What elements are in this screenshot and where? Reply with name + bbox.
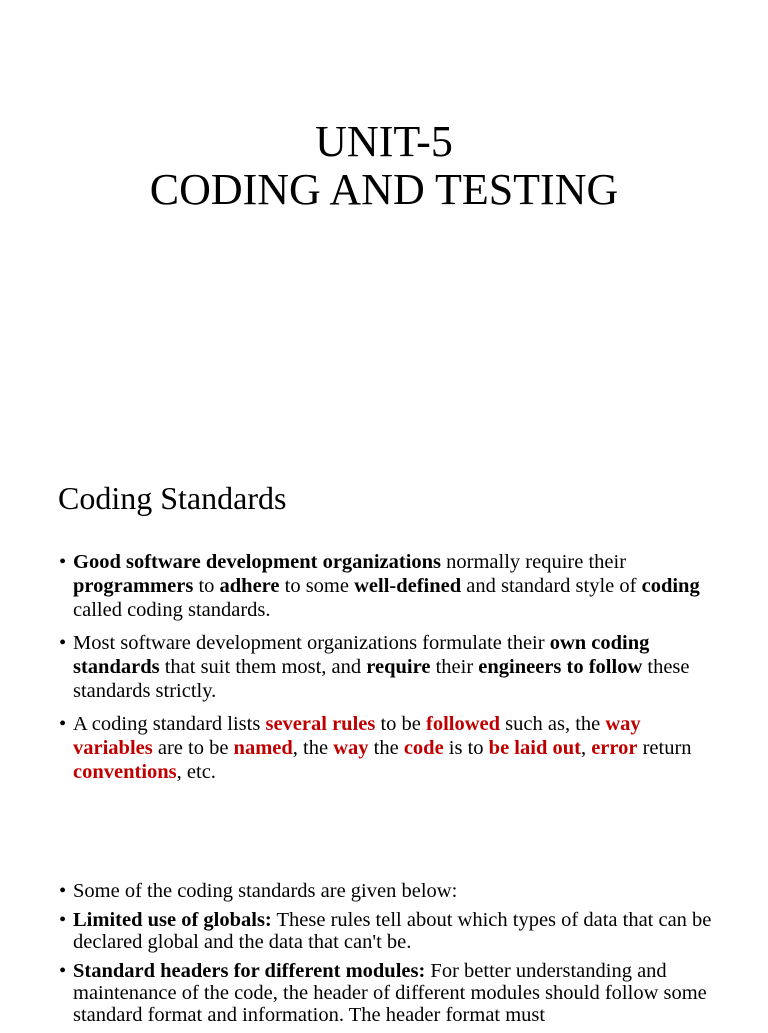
bold-text: well-defined xyxy=(354,575,462,597)
body-text: These rules tell about which types of data that can be declared global and the data that can't be. xyxy=(73,909,712,953)
bold-text: adhere xyxy=(219,575,280,597)
bullet-marker: • xyxy=(59,960,67,982)
body-text: and standard style of xyxy=(461,575,642,597)
slide-title xyxy=(0,118,768,214)
bullet-list-standards xyxy=(58,880,718,1033)
body-text: called coding standards. xyxy=(73,599,271,621)
emphasis-text: be laid out xyxy=(488,737,581,759)
bold-text: programmers xyxy=(73,575,194,597)
body-text: , etc. xyxy=(176,761,216,783)
section-heading: Coding Standards xyxy=(58,480,287,516)
bullet-item xyxy=(58,960,718,1026)
bullet-marker: • xyxy=(59,551,67,573)
emphasis-text: several rules xyxy=(265,713,376,735)
bold-text: Limited use of globals: xyxy=(73,909,272,931)
bullet-item xyxy=(58,550,718,622)
body-text: A coding standard lists xyxy=(73,713,266,735)
emphasis-text: conventions xyxy=(73,761,177,783)
bold-text: require xyxy=(366,656,431,678)
body-text: is to xyxy=(443,737,489,759)
body-text: these standards strictly. xyxy=(73,656,690,702)
emphasis-text: way variables xyxy=(73,713,641,759)
emphasis-text: followed xyxy=(426,713,501,735)
body-text: For better understanding and maintenance of the code, the header of different modules should follow some standard format and information. The header format must xyxy=(73,960,707,1026)
body-text: are to be xyxy=(152,737,234,759)
body-text: the xyxy=(368,737,404,759)
body-text: , xyxy=(580,737,592,759)
bullet-item xyxy=(58,909,718,953)
bullet-marker: • xyxy=(59,909,67,931)
bullet-item xyxy=(58,631,718,703)
body-text: Most software development organizations formulate their xyxy=(73,632,550,654)
bullet-item xyxy=(58,712,718,784)
emphasis-text: way xyxy=(333,737,369,759)
title-line-topic: CODING AND TESTING xyxy=(149,165,619,214)
title-line-unit: UNIT-5 xyxy=(315,117,453,166)
body-text: , the xyxy=(292,737,334,759)
bullet-marker: • xyxy=(59,880,67,902)
body-text: Some of the coding standards are given below: xyxy=(73,880,458,902)
body-text: that suit them most, and xyxy=(159,656,367,678)
emphasis-text: error xyxy=(591,737,638,759)
body-text: to xyxy=(193,575,220,597)
emphasis-text: named xyxy=(233,737,293,759)
bullet-list-intro xyxy=(58,550,718,793)
body-text: such as, the xyxy=(500,713,606,735)
body-text: to be xyxy=(375,713,427,735)
body-text: their xyxy=(430,656,479,678)
bullet-item xyxy=(58,880,718,902)
bullet-marker: • xyxy=(59,632,67,654)
bold-text: engineers to follow xyxy=(478,656,643,678)
body-text: return xyxy=(637,737,692,759)
bold-text: Good software development organizations xyxy=(73,551,442,573)
body-text: to some xyxy=(279,575,355,597)
bullet-marker: • xyxy=(59,713,67,735)
body-text: normally require their xyxy=(441,551,627,573)
bold-text: Standard headers for different modules: xyxy=(73,960,426,982)
emphasis-text: code xyxy=(403,737,444,759)
bold-text: coding xyxy=(641,575,700,597)
bold-text: own coding standards xyxy=(73,632,650,678)
